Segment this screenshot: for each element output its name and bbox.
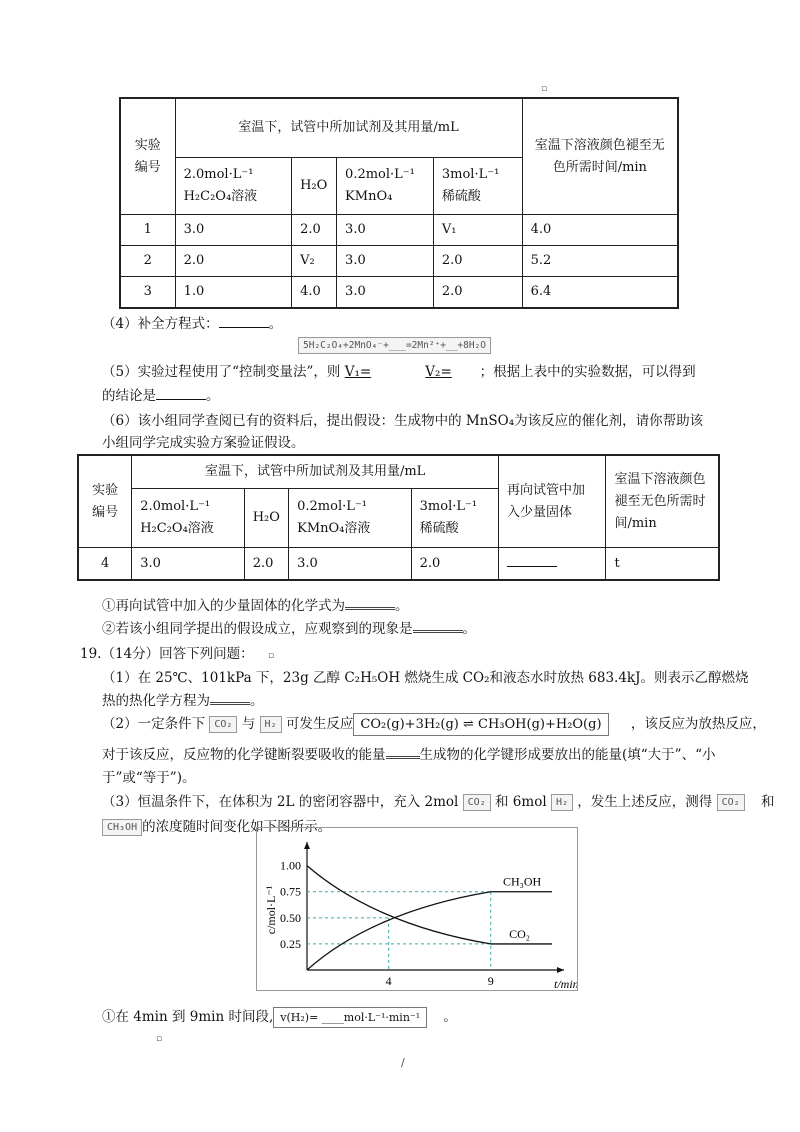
q5-line <box>102 360 696 380</box>
q6-2-line <box>102 617 476 637</box>
q19-1-line-1: （1）在 25℃、101kPa 下，23g 乙醇 C₂H₅OH 燃烧生成 CO₂和液态水时放热 683.4kJ。则表示乙醇燃烧 <box>102 670 749 686</box>
q19-2-text-c: ，该反应为放热反应， <box>630 716 766 732</box>
q19-title: 19.（14分）回答下列问题： ▫ <box>80 646 275 662</box>
q19-3-text-a: （3）恒温条件下，在体积为 2L 的密闭容器中，充入 2mol <box>102 794 459 810</box>
q19-1-text: 热的热化学方程为 <box>102 693 210 709</box>
q4-text: （4）补全方程式： <box>102 316 219 332</box>
q19-3-text-e: 的浓度随时间变化如下图所示。 <box>142 819 332 835</box>
q19-1-blank[interactable] <box>210 692 250 705</box>
t2-col-time: 室温下溶液颜色褪至无色所需时间/min <box>606 455 719 548</box>
cell: 5.2 <box>522 246 678 277</box>
t2-sub-h2so4: 3mol·L⁻¹ 稀硫酸 <box>411 489 498 548</box>
co2-formula-img: CO₂ <box>463 794 491 811</box>
t1-col-time: 室温下溶液颜色褪至无色所需时间/min <box>522 98 678 215</box>
cell: 3.0 <box>337 246 434 277</box>
cell: 4 <box>78 548 132 581</box>
cell: 2.0 <box>292 215 337 246</box>
table-row <box>120 277 678 309</box>
q19-2-line-1 <box>102 712 766 736</box>
t2-reagents-header: 室温下，试管中所加试剂及其用量/mL <box>132 455 499 489</box>
q5-text-b: ；根据上表中的实验数据，可以得到 <box>479 364 696 380</box>
cell: 4.0 <box>522 215 678 246</box>
q4-blank[interactable] <box>219 313 269 328</box>
q5-line-2 <box>102 384 220 404</box>
cell: 6.4 <box>522 277 678 309</box>
y-tick-label: 0.25 <box>280 936 301 951</box>
cell: 1.0 <box>175 277 291 309</box>
cell: 3.0 <box>337 215 434 246</box>
cell: 2 <box>120 246 175 277</box>
q19-3-text-b: 和 6mol <box>495 794 547 810</box>
q6-2-blank[interactable] <box>413 620 463 633</box>
cell: 3.0 <box>289 548 412 581</box>
series-label-co2: CO₂ <box>509 926 530 941</box>
q5-text-a: （5）实验过程使用了“控制变量法”，则 <box>102 364 341 380</box>
q6-line-2: 小组同学完成实验方案验证假设。 <box>102 435 305 451</box>
x-axis-label: t/min <box>554 977 577 990</box>
cell: 3.0 <box>132 548 244 581</box>
cell: 2.0 <box>411 548 498 581</box>
q19-3-1-line <box>102 1005 457 1028</box>
cell: t <box>606 548 719 581</box>
solid-blank[interactable] <box>507 552 557 567</box>
q19-1-line-2 <box>102 689 264 709</box>
q19-text: 19.（14分）回答下列问题： <box>80 646 254 662</box>
cell: 3 <box>120 277 175 309</box>
cell: 2.0 <box>175 246 291 277</box>
q19-3-text-c: ，发生上述反应，测得 <box>577 794 713 810</box>
series-label-ch3oh: CH₃OH <box>503 874 542 889</box>
q6-line-1: （6）该小组同学查阅已有的资料后，提出假设：生成物中的 MnSO₄为该反应的催化剂，请你帮助该 <box>102 413 704 429</box>
q6-2-text: ②若该小组同学提出的假设成立，应观察到的现象是 <box>102 621 413 637</box>
q5-conclusion-blank[interactable] <box>156 385 206 400</box>
t1-reagents-header: 室温下，试管中所加试剂及其用量/mL <box>175 98 522 158</box>
experiment-table-2 <box>77 454 720 581</box>
rate-expression-img[interactable]: v(H₂)= ____mol·L⁻¹·min⁻¹ <box>273 1007 427 1028</box>
t1-sub-h2o: H₂O <box>292 158 337 215</box>
q19-2-text-a: （2）一定条件下 <box>102 716 206 732</box>
cell: 3.0 <box>337 277 434 309</box>
equation-image <box>298 337 491 354</box>
q19-1-end: 。 <box>250 693 264 709</box>
concentration-chart-svg <box>257 828 577 990</box>
reaction-equation: CO₂(g)+3H₂(g) ⇌ CH₃OH(g)+H₂O(g) <box>353 713 608 736</box>
t1-sub-h2c2o4: 2.0mol·L⁻¹ H₂C₂O₄溶液 <box>175 158 291 215</box>
t1-sub-h2so4: 3mol·L⁻¹ 稀硫酸 <box>433 158 522 215</box>
h2-formula-img: H₂ <box>260 716 282 733</box>
q6-2-end: 。 <box>462 621 476 637</box>
cell: V₂ <box>292 246 337 277</box>
solid-blank-cell[interactable] <box>499 548 606 581</box>
x-tick-label: 9 <box>487 974 494 988</box>
cell: 3.0 <box>175 215 291 246</box>
table-row <box>78 548 719 581</box>
q6-1-text: ①再向试管中加入的少量固体的化学式为 <box>102 598 345 614</box>
y-tick-label: 0.75 <box>280 884 301 899</box>
cell: V₁ <box>433 215 522 246</box>
y-tick-label: 0.50 <box>280 910 301 925</box>
q19-2-text-e: 生成物的化学键形成要放出的能量(填“大于”、“小 <box>419 747 716 763</box>
q6-1-blank[interactable] <box>345 597 395 610</box>
co2-formula-img: CO₂ <box>209 716 237 733</box>
q5-v2-blank[interactable]: V₂= <box>425 364 452 380</box>
q19-2-text-b: 可发生反应 <box>285 716 354 732</box>
q19-3-1-end: 。 <box>443 1009 457 1025</box>
y-tick-label: 1.00 <box>280 858 301 873</box>
q19-3-text-d: 和 <box>760 794 775 810</box>
q19-2-with: 与 <box>241 716 256 732</box>
q19-2-blank[interactable] <box>386 746 420 759</box>
t2-sub-kmno4: 0.2mol·L⁻¹ KMnO₄溶液 <box>289 489 412 548</box>
q19-3-1-text: ①在 4min 到 9min 时间段, <box>102 1009 274 1025</box>
page-mark: / <box>401 1056 405 1069</box>
concentration-chart <box>256 827 578 991</box>
experiment-table-1 <box>119 97 679 309</box>
cell: 4.0 <box>292 277 337 309</box>
bottom-mark: ▫ <box>156 1034 163 1044</box>
top-mark: ▫ <box>541 84 548 94</box>
x-tick-label: 4 <box>385 974 392 988</box>
co2-formula-img: CO₂ <box>717 794 745 811</box>
table-row <box>120 215 678 246</box>
q19-2-line-2 <box>102 743 715 763</box>
q4-line <box>102 312 282 332</box>
table-row <box>120 246 678 277</box>
q19-2-line-3: 于”或“等于”)。 <box>102 770 196 786</box>
y-axis-label: c/mol·L⁻¹ <box>264 885 278 935</box>
cell: 1 <box>120 215 175 246</box>
cell: 2.0 <box>433 277 522 309</box>
q5-end: 。 <box>206 388 220 404</box>
y-axis-arrow <box>304 842 310 849</box>
t2-col-exp: 实验编号 <box>78 455 132 548</box>
q6-1-line <box>102 594 409 614</box>
q6-1-end: 。 <box>395 598 409 614</box>
h2-formula-img: H₂ <box>551 794 573 811</box>
t2-sub-h2c2o4: 2.0mol·L⁻¹ H₂C₂O₄溶液 <box>132 489 244 548</box>
t1-sub-kmno4: 0.2mol·L⁻¹ KMnO₄ <box>337 158 434 215</box>
q5-text-c: 的结论是 <box>102 388 156 404</box>
t2-col-solid: 再向试管中加入少量固体 <box>499 455 606 548</box>
q4-end: 。 <box>268 316 283 332</box>
t1-col-exp: 实验编号 <box>120 98 175 215</box>
cell: 2.0 <box>244 548 288 581</box>
t2-sub-h2o: H₂O <box>244 489 288 548</box>
q5-v1-blank[interactable]: V₁= <box>344 364 372 380</box>
equation-img-text: 5H₂C₂O₄+2MnO₄⁻+___=2Mn²⁺+__+8H₂O <box>298 337 491 354</box>
q19-2-text-d: 对于该反应，反应物的化学键断裂要吸收的能量 <box>102 747 386 763</box>
x-axis-arrow <box>557 967 564 973</box>
ch3oh-formula-img: CH₃OH <box>102 819 142 836</box>
q19-3-line-1 <box>102 790 774 811</box>
cell: 2.0 <box>433 246 522 277</box>
